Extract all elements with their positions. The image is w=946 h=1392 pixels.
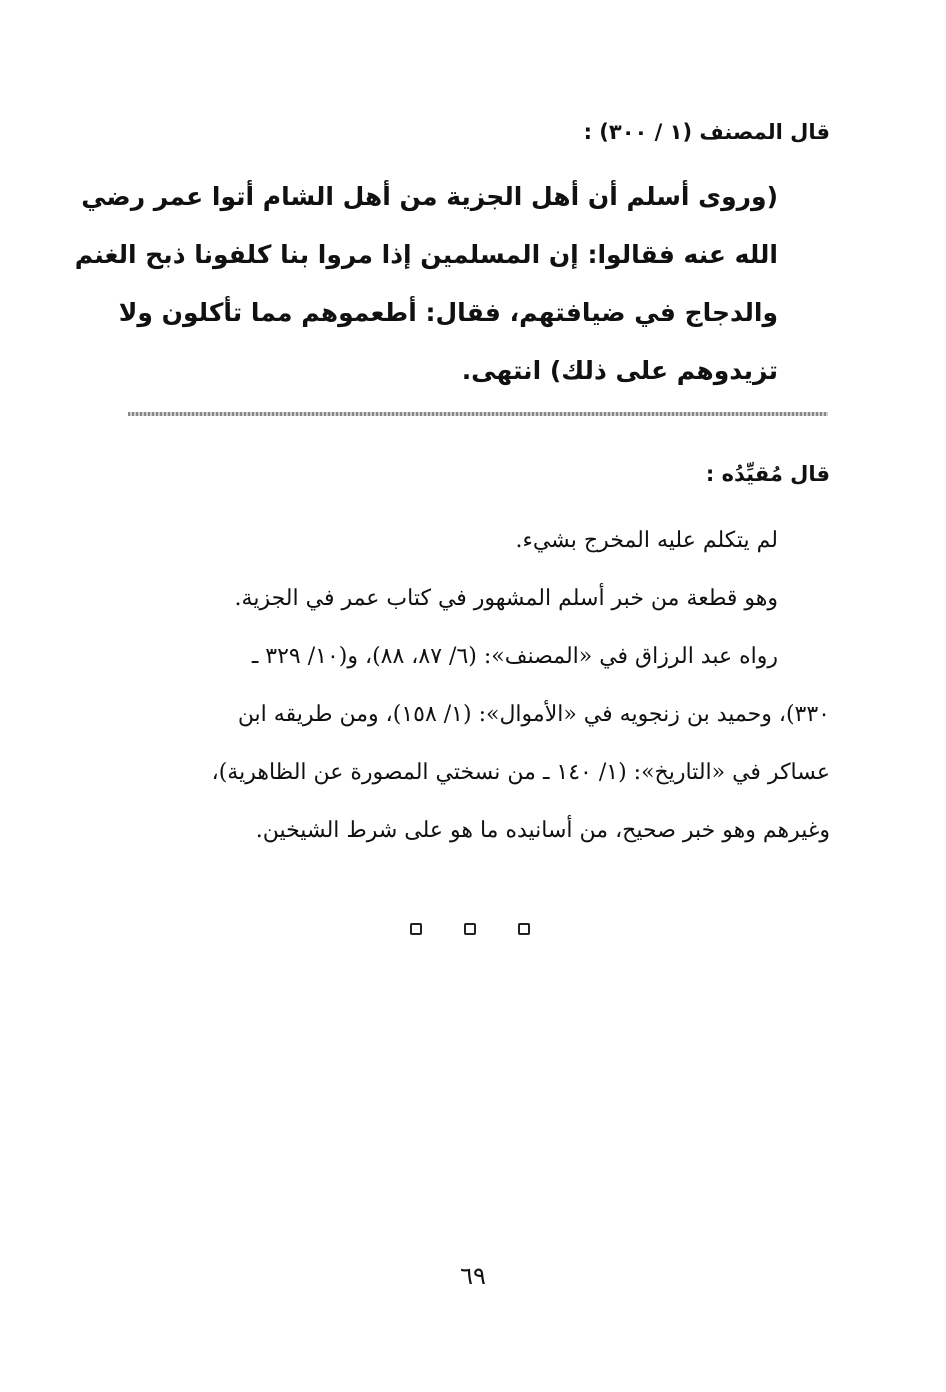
page-number: ٦٩ <box>460 1262 486 1290</box>
section-divider <box>128 412 828 416</box>
section-end-separator <box>410 920 530 940</box>
commentary <box>118 512 830 860</box>
quote-line: (وروى أسلم أن أهل الجزية من أهل الشام أتوا عمر رضي <box>81 182 778 211</box>
square-ornament-icon <box>518 923 530 935</box>
commentary-line: لم يتكلم عليه المخرج بشيء. <box>515 528 778 553</box>
square-ornament-icon <box>464 923 476 935</box>
quote-line: والدجاج في ضيافتهم، فقال: أطعموهم مما تأكلون ولا <box>118 298 778 327</box>
commentary-line: عساكر في «التاريخ»: (١/ ١٤٠ ـ من نسختي المصورة عن الظاهرية)، <box>211 760 830 785</box>
quote-line: الله عنه فقالوا: إن المسلمين إذا مروا بنا كلفونا ذبح الغنم <box>74 240 778 269</box>
author-quote <box>74 168 778 400</box>
square-ornament-icon <box>410 923 422 935</box>
commentary-line: ٣٣٠)، وحميد بن زنجويه في «الأموال»: (١/ ١٥٨)، ومن طريقه ابن <box>237 702 830 727</box>
commentary-line: رواه عبد الرزاق في «المصنف»: (٦/ ٨٧، ٨٨)، و(١٠/ ٣٢٩ ـ <box>251 644 778 669</box>
quote-line: تزيدوهم على ذلك) انتهى. <box>461 356 778 385</box>
commentator-heading: قال مُقيِّدُه : <box>705 462 830 486</box>
commentary-line: وغيرهم وهو خبر صحيح، من أسانيده ما هو على شرط الشيخين. <box>255 818 830 843</box>
commentary-line: وهو قطعة من خبر أسلم المشهور في كتاب عمر في الجزية. <box>234 586 778 611</box>
author-heading: قال المصنف (١ / ٣٠٠) : <box>583 120 830 144</box>
